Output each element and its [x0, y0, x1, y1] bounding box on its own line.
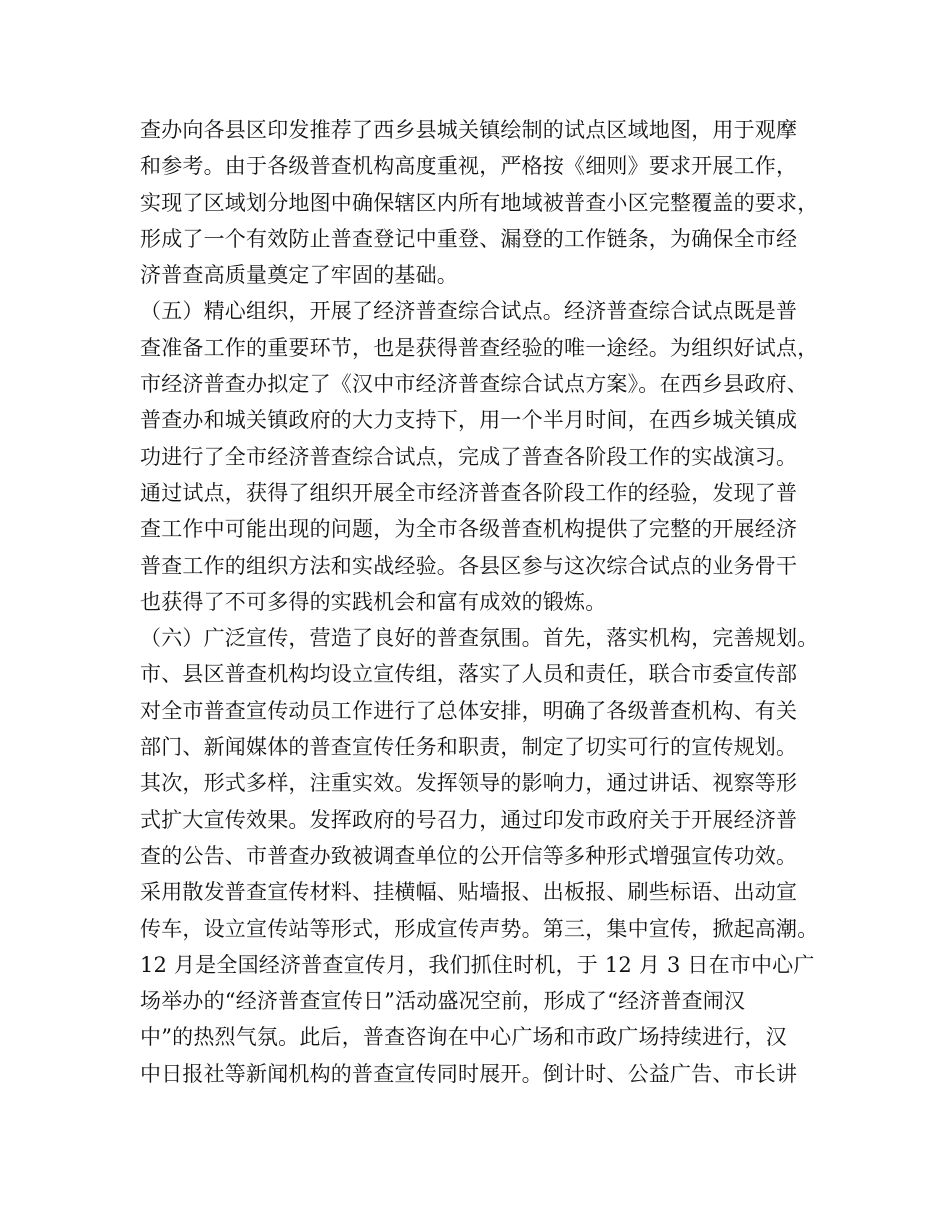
text-line: 场举办的“经济普查宣传日”活动盛况空前，形成了“经济普查闹汉 — [140, 989, 746, 1014]
text-line: 查的公告、市普查办致被调查单位的公开信等多种形式增强宣传功效。 — [140, 843, 798, 868]
text-line: 中日报社等新闻机构的普查宣传同时展开。倒计时、公益广告、市长讲 — [140, 1061, 798, 1086]
text-line: 通过试点，获得了组织开展全市经济普查各阶段工作的经验，发现了普 — [140, 480, 798, 505]
document-page — [140, 112, 830, 1092]
text-line: 普查办和城关镇政府的大力支持下，用一个半月时间，在西乡城关镇成 — [140, 408, 798, 433]
text-line: 形成了一个有效防止普查登记中重登、漏登的工作链条，为确保全市经 — [140, 226, 798, 251]
section-heading-line: （六）广泛宣传，营造了良好的普查氛围。首先，落实机构，完善规划。 — [140, 626, 819, 651]
text-line: 传车，设立宣传站等形式，形成宣传声势。第三，集中宣传，掀起高潮。 — [140, 916, 819, 941]
text-line: 普查工作的组织方法和实战经验。各县区参与这次综合试点的业务骨干 — [140, 553, 798, 578]
text-line: 对全市普查宣传动员工作进行了总体安排，明确了各级普查机构、有关 — [140, 698, 798, 723]
text-line: 中”的热烈气氛。此后，普查咨询在中心广场和市政广场持续进行，汉 — [140, 1025, 787, 1050]
text-line: 式扩大宣传效果。发挥政府的号召力，通过印发市政府关于开展经济普 — [140, 807, 798, 832]
text-line: 和参考。由于各级普查机构高度重视，严格按《细则》要求开展工作， — [140, 154, 798, 179]
text-line: 市经济普查办拟定了《汉中市经济普查综合试点方案》。在西乡县政府、 — [140, 372, 808, 397]
text-line: 也获得了不可多得的实践机会和富有成效的锻炼。 — [140, 589, 607, 614]
text-line: 其次，形式多样，注重实效。发挥领导的影响力，通过讲话、视察等形 — [140, 771, 798, 796]
text-line: 部门、新闻媒体的普查宣传任务和职责，制定了切实可行的宣传规划。 — [140, 735, 798, 760]
text-line: 查办向各县区印发推荐了西乡县城关镇绘制的试点区域地图，用于观摩 — [140, 118, 798, 142]
text-line: 查工作中可能出现的问题，为全市各级普查机构提供了完整的开展经济 — [140, 517, 798, 542]
text-line: 市、县区普查机构均设立宣传组，落实了人员和责任，联合市委宣传部 — [140, 662, 798, 687]
text-line: 采用散发普查宣传材料、挂横幅、贴墙报、出板报、刷些标语、出动宣 — [140, 880, 798, 905]
section-heading-line: （五）精心组织，开展了经济普查综合试点。经济普查综合试点既是普 — [140, 299, 798, 324]
text-line: 实现了区域划分地图中确保辖区内所有地域被普查小区完整覆盖的要求， — [140, 190, 819, 215]
text-line: 12 月是全国经济普查宣传月，我们抓住时机，于 12 月 3 日在市中心广 — [140, 952, 815, 977]
text-line: 查准备工作的重要环节，也是获得普查经验的唯一途经。为组织好试点， — [140, 335, 819, 360]
text-line: 济普查高质量奠定了牢固的基础。 — [140, 263, 458, 288]
text-line: 功进行了全市经济普查综合试点，完成了普查各阶段工作的实战演习。 — [140, 444, 798, 469]
